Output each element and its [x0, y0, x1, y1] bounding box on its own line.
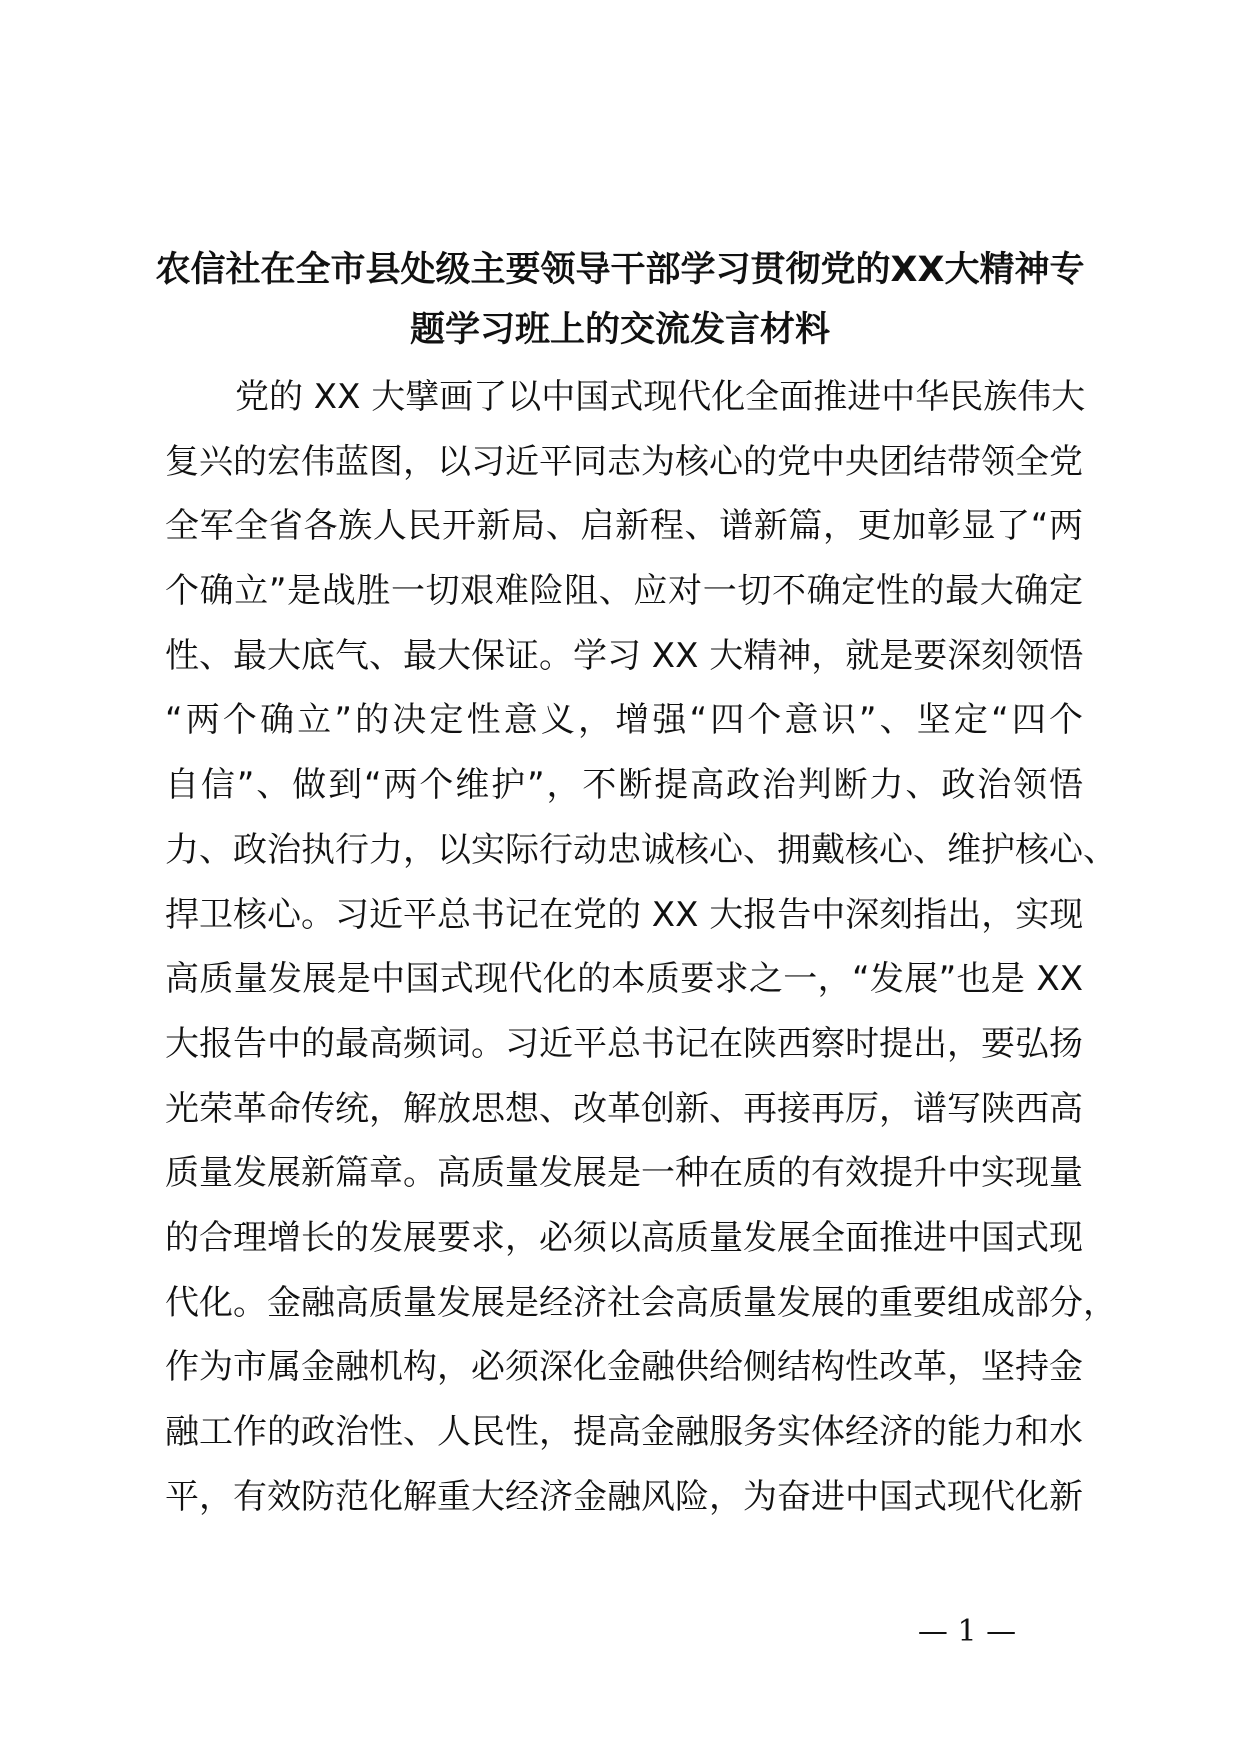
body-line: “两个确立”的决定性意义，增强“四个意识”、坚定“四个	[165, 700, 1083, 741]
body-line: 性、最大底气、最大保证。学习 XX 大精神，就是要深刻领悟	[165, 635, 1084, 676]
body-paragraph	[165, 365, 1117, 1529]
page-number-container	[0, 1614, 1240, 1649]
page-number: — 1 —	[917, 1614, 1017, 1649]
body-line: 光荣革命传统，解放思想、改革创新、再接再厉，谱写陕西高	[165, 1088, 1083, 1129]
body-line: 捍卫核心。习近平总书记在党的 XX 大报告中深刻指出，实现	[165, 894, 1084, 935]
body-line: 代化。金融高质量发展是经济社会高质量发展的重要组成部分，	[165, 1282, 1117, 1323]
body-line: 质量发展新篇章。高质量发展是一种在质的有效提升中实现量	[165, 1153, 1083, 1194]
body-line: 大报告中的最高频词。习近平总书记在陕西察时提出，要弘扬	[165, 1023, 1083, 1064]
body-line: 融工作的政治性、人民性，提高金融服务实体经济的能力和水	[165, 1412, 1083, 1452]
body-line: 全军全省各族人民开新局、启新程、谱新篇，更加彰显了“两	[165, 506, 1083, 547]
body-line: 党的 XX 大擘画了以中国式现代化全面推进中华民族伟大	[235, 377, 1086, 417]
body-line: 作为市属金融机构，必须深化金融供给侧结构性改革，坚持金	[165, 1347, 1083, 1388]
body-line: 平，有效防范化解重大经济金融风险，为奋进中国式现代化新	[165, 1476, 1083, 1517]
body-line: 力、政治执行力，以实际行动忠诚核心、拥戴核心、维护核心、	[165, 829, 1117, 870]
body-line: 复兴的宏伟蓝图，以习近平同志为核心的党中央团结带领全党	[165, 441, 1083, 482]
document-title-line-1: 农信社在全市县处级主要领导干部学习贯彻党的XX大精神专	[155, 250, 1085, 290]
body-line: 的合理增长的发展要求，必须以高质量发展全面推进中国式现	[165, 1217, 1083, 1258]
body-line: 个确立”是战胜一切艰难险阻、应对一切不确定性的最大确定	[165, 571, 1083, 612]
body-line: 高质量发展是中国式现代化的本质要求之一，“发展”也是 XX	[165, 959, 1083, 1000]
body-line: 自信”、做到“两个维护”，不断提高政治判断力、政治领悟	[165, 765, 1083, 806]
document-title-line-2: 题学习班上的交流发言材料	[409, 310, 830, 350]
